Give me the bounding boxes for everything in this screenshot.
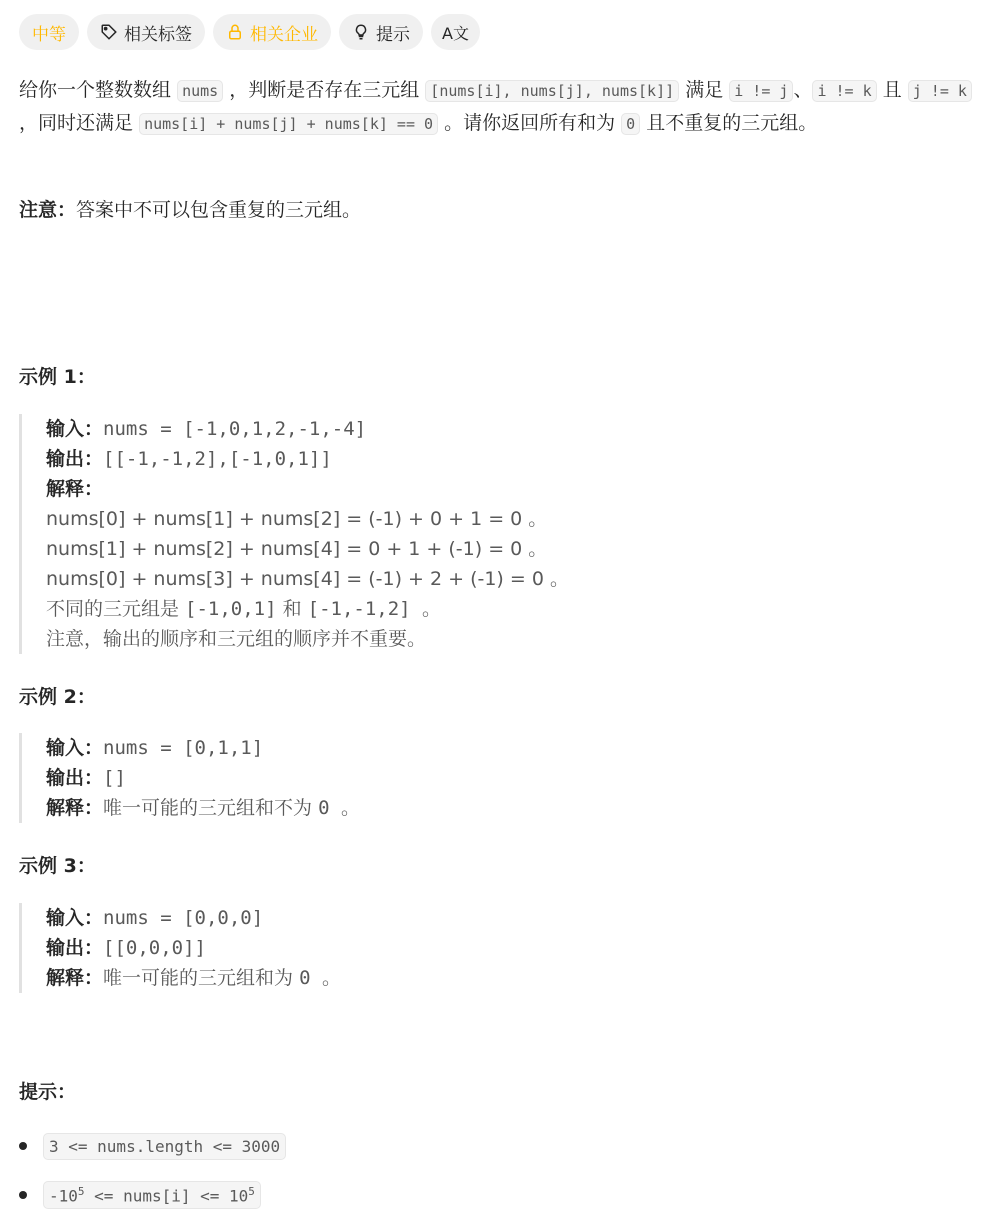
related-companies-button[interactable] (213, 14, 331, 50)
output-value: [[-1,-1,2],[-1,0,1]] (103, 448, 332, 470)
inline-code: nums (177, 80, 223, 102)
explain-label: 解释： (46, 478, 104, 500)
constraints-title: 提示： (19, 1081, 77, 1103)
constraint-text: <= nums[i] <= 10 (84, 1186, 249, 1206)
difficulty-label: 中等 (32, 24, 66, 45)
explain-text: 。 (410, 598, 442, 620)
output-value: [[0,0,0]] (103, 937, 206, 959)
problem-description (19, 74, 974, 140)
inline-code: 0 (621, 113, 640, 135)
explain-text: 不同的三元组是 (46, 598, 186, 620)
explain-text: 。 (329, 797, 360, 819)
inline-code: nums[i] + nums[j] + nums[k] == 0 (139, 113, 438, 135)
difficulty-badge (19, 14, 79, 50)
explain-label: 解释： (46, 967, 104, 989)
list-item (19, 1130, 286, 1162)
explain-text: 。 (310, 967, 341, 989)
desc-text: 、 (793, 79, 813, 101)
output-label: 输出： (46, 937, 104, 959)
hint-button[interactable] (339, 14, 423, 50)
inline-code: j != k (908, 80, 972, 102)
tag-icon (100, 23, 118, 41)
lock-icon (226, 23, 244, 41)
tag-bar (19, 14, 480, 50)
input-value: nums = [-1,0,1,2,-1,-4] (103, 418, 367, 440)
input-label: 输入： (46, 907, 104, 929)
input-label: 输入： (46, 737, 104, 759)
constraint-text: -10 (49, 1186, 78, 1206)
explain-text: 唯一可能的三元组和不为 (103, 797, 319, 819)
example-3-title: 示例 3： (19, 855, 96, 877)
example-1-block (19, 414, 959, 654)
exponent: 5 (77, 1184, 85, 1198)
explain-line: nums[0] + nums[1] + nums[2] = (-1) + 0 + 1 = 0 。 (46, 508, 548, 530)
list-item (19, 1179, 286, 1211)
desc-text: ，同时还满足 (19, 112, 134, 134)
bullet (19, 1191, 27, 1199)
example-3-block (19, 903, 959, 993)
inline-code: i != k (812, 80, 876, 102)
explain-code: [-1,-1,2] (307, 598, 411, 620)
hint-label: 提示 (376, 24, 410, 45)
related-tags-label: 相关标签 (124, 24, 192, 45)
note-label: 注意： (19, 199, 77, 221)
explain-text: 唯一可能的三元组和为 (103, 967, 300, 989)
input-value: nums = [0,1,1] (103, 737, 264, 759)
desc-text: 。请你返回所有和为 (444, 112, 616, 134)
related-tags-button[interactable] (87, 14, 205, 50)
input-value: nums = [0,0,0] (103, 907, 264, 929)
explain-line: nums[0] + nums[3] + nums[4] = (-1) + 2 + (-1) = 0 。 (46, 568, 569, 590)
note-paragraph (19, 194, 974, 226)
output-value: [] (103, 767, 126, 789)
desc-text: ，判断是否存在三元组 (229, 79, 420, 101)
desc-text: 满足 (685, 79, 724, 101)
desc-text: 且 (882, 79, 902, 101)
explain-line: nums[1] + nums[2] + nums[4] = 0 + 1 + (-1) = 0 。 (46, 538, 548, 560)
explain-code: 0 (299, 967, 311, 989)
constraint-code (43, 1181, 261, 1209)
explain-note: 注意，输出的顺序和三元组的顺序并不重要。 (46, 628, 427, 650)
example-2-block (19, 733, 959, 823)
explain-label: 解释： (46, 797, 104, 819)
inline-code: i != j (729, 80, 793, 102)
example-1-title: 示例 1： (19, 366, 96, 388)
related-companies-label: 相关企业 (250, 24, 318, 45)
explain-code: [-1,0,1] (185, 598, 277, 620)
output-label: 输出： (46, 448, 104, 470)
example-2-title: 示例 2： (19, 686, 96, 708)
translate-icon: A文 (442, 23, 469, 43)
inline-code: [nums[i], nums[j], nums[k]] (425, 80, 679, 102)
exponent: 5 (248, 1184, 255, 1198)
explain-code: 0 (318, 797, 330, 819)
note-text: 答案中不可以包含重复的三元组。 (76, 199, 362, 221)
lightbulb-icon (352, 23, 370, 41)
constraints-list (19, 1130, 286, 1228)
input-label: 输入： (46, 418, 104, 440)
constraint-code: 3 <= nums.length <= 3000 (43, 1133, 286, 1160)
output-label: 输出： (46, 767, 104, 789)
desc-text: 给你一个整数数组 (19, 79, 172, 101)
translate-button[interactable] (431, 14, 480, 50)
desc-text: 且不重复的三元组。 (646, 112, 818, 134)
bullet (19, 1142, 27, 1150)
explain-text: 和 (276, 598, 308, 620)
